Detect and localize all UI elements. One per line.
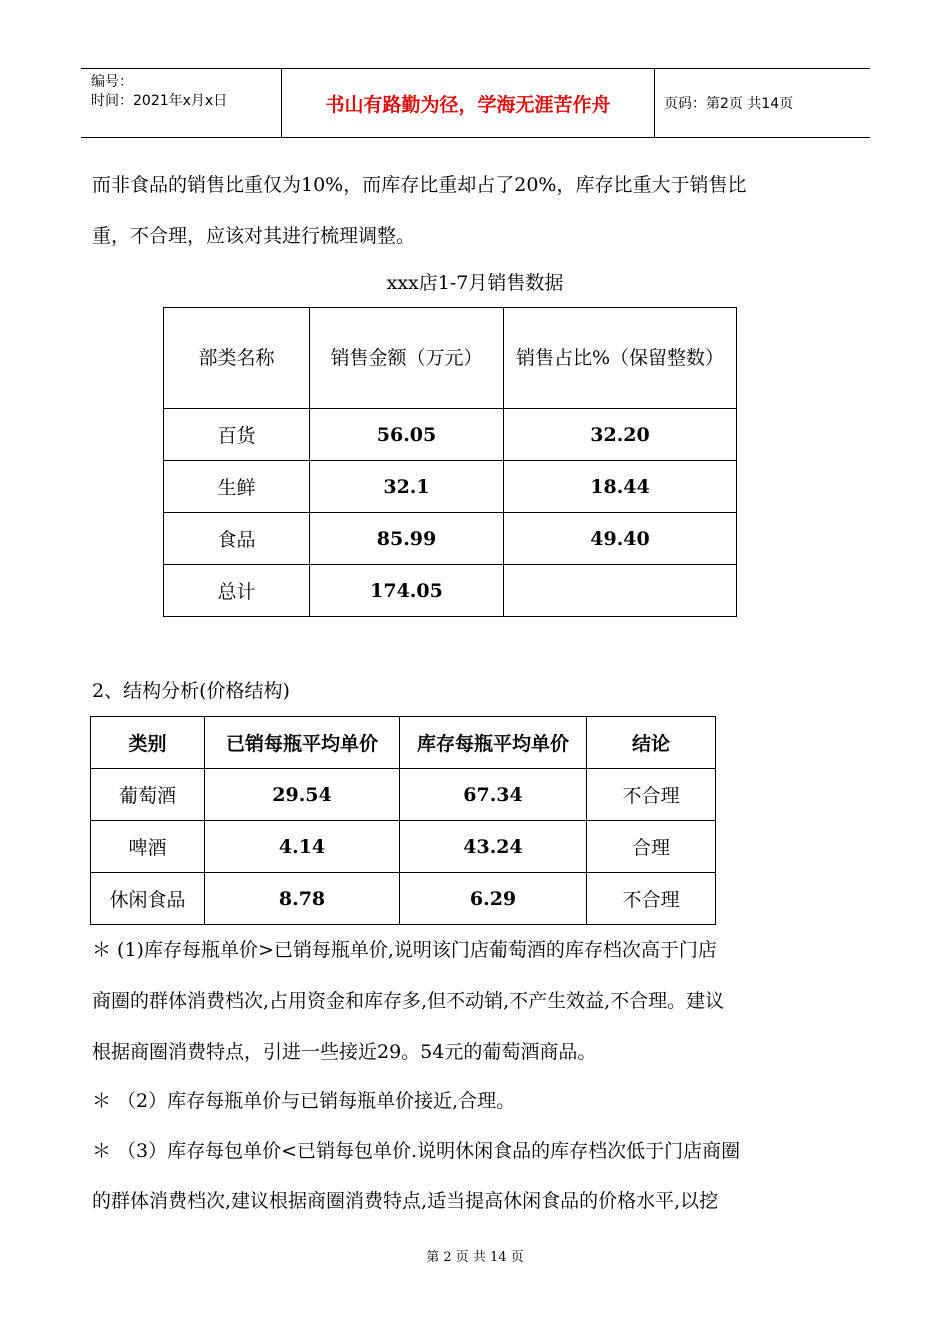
page-info-text: 页码：第2页 共14页 bbox=[664, 96, 794, 112]
table-header-row bbox=[164, 308, 737, 409]
note-3-line-2: 的群体消费档次,建议根据商圈消费特点,适当提高休闲食品的价格水平,以挖 bbox=[92, 1190, 719, 1212]
sales-table bbox=[163, 307, 737, 617]
category-cell: 食品 bbox=[164, 513, 310, 565]
amount-cell: 56.05 bbox=[310, 409, 504, 461]
table-row bbox=[164, 513, 737, 565]
sold-price-cell: 29.54 bbox=[205, 769, 400, 821]
stock-price-cell: 6.29 bbox=[400, 873, 587, 925]
intro-line-1: 而非食品的销售比重仅为10%，而库存比重却占了20%，库存比重大于销售比 bbox=[92, 174, 747, 196]
note-2: ＊ （2）库存每瓶单价与已销每瓶单价接近,合理。 bbox=[92, 1090, 516, 1112]
table-row bbox=[164, 565, 737, 617]
category-cell: 休闲食品 bbox=[91, 873, 205, 925]
table-row bbox=[91, 769, 716, 821]
header-page-info bbox=[654, 69, 870, 137]
category-cell: 啤酒 bbox=[91, 821, 205, 873]
note-3-line-1: ＊ （3）库存每包单价<已销每包单价.说明休闲食品的库存档次低于门店商圈 bbox=[92, 1140, 741, 1162]
category-cell: 总计 bbox=[164, 565, 310, 617]
stock-price-cell: 43.24 bbox=[400, 821, 587, 873]
page-header bbox=[81, 68, 870, 138]
header-cell: 销售占比%（保留整数） bbox=[504, 308, 737, 409]
section-title: 2、结构分析(价格结构) bbox=[92, 680, 290, 702]
code-label: 编号： bbox=[91, 74, 133, 90]
table-row bbox=[91, 821, 716, 873]
category-cell: 生鲜 bbox=[164, 461, 310, 513]
sold-price-cell: 4.14 bbox=[205, 821, 400, 873]
amount-cell: 85.99 bbox=[310, 513, 504, 565]
category-cell: 百货 bbox=[164, 409, 310, 461]
table-row bbox=[164, 409, 737, 461]
sales-table-caption: xxx店1-7月销售数据 bbox=[386, 272, 564, 294]
conclusion-cell: 不合理 bbox=[587, 769, 716, 821]
table-row bbox=[164, 461, 737, 513]
stock-price-cell: 67.34 bbox=[400, 769, 587, 821]
price-structure-table bbox=[90, 716, 716, 925]
share-cell bbox=[504, 565, 737, 617]
page-footer: 第 2 页 共 14 页 bbox=[426, 1250, 524, 1265]
amount-cell: 32.1 bbox=[310, 461, 504, 513]
header-cell: 部类名称 bbox=[164, 308, 310, 409]
header-cell: 已销每瓶平均单价 bbox=[205, 717, 400, 769]
conclusion-cell: 合理 bbox=[587, 821, 716, 873]
header-motto: 书山有路勤为径，学海无涯苦作舟 bbox=[281, 69, 655, 137]
header-cell: 库存每瓶平均单价 bbox=[400, 717, 587, 769]
share-cell: 32.20 bbox=[504, 409, 737, 461]
table-row bbox=[91, 873, 716, 925]
category-cell: 葡萄酒 bbox=[91, 769, 205, 821]
share-cell: 49.40 bbox=[504, 513, 737, 565]
intro-line-2: 重，不合理，应该对其进行梳理调整。 bbox=[92, 225, 416, 247]
header-meta bbox=[81, 69, 281, 137]
note-1-line-2: 商圈的群体消费档次,占用资金和库存多,但不动销,不产生效益,不合理。建议 bbox=[92, 990, 725, 1012]
share-cell: 18.44 bbox=[504, 461, 737, 513]
amount-cell: 174.05 bbox=[310, 565, 504, 617]
note-1-line-3: 根据商圈消费特点，引进一些接近29。54元的葡萄酒商品。 bbox=[92, 1041, 597, 1063]
header-cell: 类别 bbox=[91, 717, 205, 769]
date-label: 时间：2021年x月x日 bbox=[91, 93, 228, 109]
conclusion-cell: 不合理 bbox=[587, 873, 716, 925]
table-header-row bbox=[91, 717, 716, 769]
sold-price-cell: 8.78 bbox=[205, 873, 400, 925]
header-cell: 销售金额（万元） bbox=[310, 308, 504, 409]
header-cell: 结论 bbox=[587, 717, 716, 769]
note-1-line-1: ＊ (1)库存每瓶单价>已销每瓶单价,说明该门店葡萄酒的库存档次高于门店 bbox=[92, 939, 717, 961]
